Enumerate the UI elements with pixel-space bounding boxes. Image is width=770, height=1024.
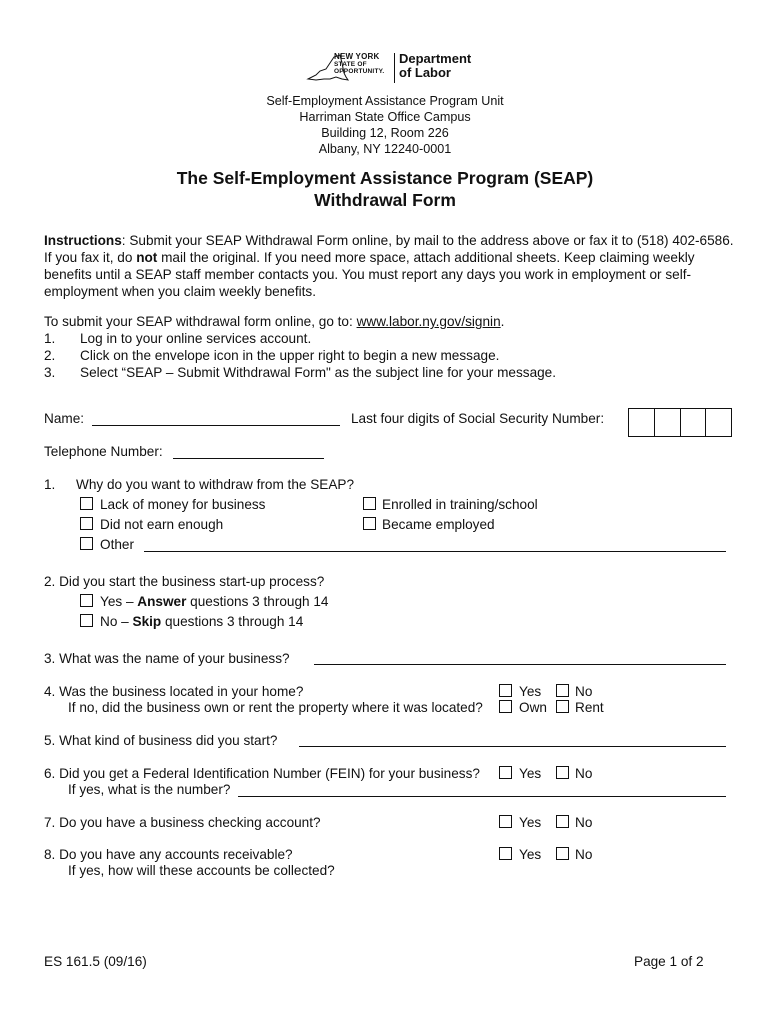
phone-label: Telephone Number:: [44, 444, 163, 459]
q4-followup-text: If no, did the business own or rent the property where it was located?: [68, 700, 483, 715]
q4-own-checkbox[interactable]: [499, 700, 512, 713]
q6-yes-checkbox[interactable]: [499, 766, 512, 779]
q1-text: Why do you want to withdraw from the SEAP?: [76, 477, 355, 492]
q2-no-checkbox[interactable]: [80, 614, 93, 627]
instructions-paragraph: [44, 232, 734, 300]
step-text: Log in to your online services account.: [80, 331, 312, 346]
logo-ny-line1: NEW YORK: [334, 52, 380, 61]
q2-no-rest: questions 3 through 14: [161, 614, 304, 629]
instructions-text-b: mail the original. If you need more space, attach additional sheets. Keep claiming weekly benefits until a SEAP staff member contacts you. You must report any days you work in employment or self-employment when you claim weekly benefits.: [44, 250, 695, 299]
address-line: Building 12, Room 226: [321, 126, 449, 140]
logo-ny-line2: STATE OF: [334, 60, 367, 68]
q8-text: 8. Do you have any accounts receivable?: [44, 847, 293, 862]
online-intro: [44, 313, 734, 330]
nys-dol-logo: [306, 49, 476, 89]
q2-no-label: [100, 613, 303, 630]
q1-enrolled-training-checkbox[interactable]: [363, 497, 376, 510]
q6-no-label: No: [575, 766, 593, 781]
q7-no-label: No: [575, 815, 593, 830]
q4-text: 4. Was the business located in your home?: [44, 684, 304, 699]
q8-yes-label: Yes: [519, 847, 542, 862]
step-text: Select “SEAP – Submit Withdrawal Form" as the subject line for your message.: [80, 365, 557, 380]
q4-rent-checkbox[interactable]: [556, 700, 569, 713]
logo-ny-text: [334, 53, 384, 76]
ssn-last-four-boxes[interactable]: [628, 408, 732, 437]
q1-enrolled-training-label: Enrolled in training/school: [382, 497, 538, 512]
ssn-digit-box[interactable]: [681, 409, 707, 436]
q1-did-not-earn-label: Did not earn enough: [100, 517, 224, 532]
q6-fein-field[interactable]: [238, 796, 726, 797]
q5-text: 5. What kind of business did you start?: [44, 733, 278, 748]
q2-text: 2. Did you start the business start-up process?: [44, 574, 325, 589]
step-number: 2.: [44, 348, 56, 363]
q3-business-name-field[interactable]: [314, 664, 726, 665]
q1-other-field[interactable]: [144, 551, 726, 552]
q4-yes-label: Yes: [519, 684, 542, 699]
q3-text: 3. What was the name of your business?: [44, 651, 290, 666]
q4-rent-label: Rent: [575, 700, 604, 715]
q6-no-checkbox[interactable]: [556, 766, 569, 779]
name-label: Name:: [44, 411, 85, 426]
online-intro-text: To submit your SEAP withdrawal form online, go to:: [44, 314, 357, 329]
address-line: Albany, NY 12240-0001: [318, 142, 452, 156]
logo-dept-text: [399, 52, 471, 80]
logo-dept-line1: Department: [399, 51, 472, 66]
q1-did-not-earn-checkbox[interactable]: [80, 517, 93, 530]
step-text: Click on the envelope icon in the upper right to begin a new message.: [80, 348, 500, 363]
logo-dept-line2: of Labor: [399, 65, 451, 80]
logo-divider: [394, 53, 395, 83]
q2-yes-text: Yes –: [100, 594, 138, 609]
step-number: 1.: [44, 331, 56, 346]
q2-no-bold: Skip: [132, 614, 162, 629]
q7-no-checkbox[interactable]: [556, 815, 569, 828]
q8-yes-checkbox[interactable]: [499, 847, 512, 860]
q8-no-label: No: [575, 847, 593, 862]
address-line: Harriman State Office Campus: [299, 110, 471, 124]
q7-text: 7. Do you have a business checking account?: [44, 815, 321, 830]
step-number: 3.: [44, 365, 56, 380]
q8-no-checkbox[interactable]: [556, 847, 569, 860]
q2-yes-bold: Answer: [137, 594, 187, 609]
q1-became-employed-checkbox[interactable]: [363, 517, 376, 530]
q2-yes-checkbox[interactable]: [80, 594, 93, 607]
online-period: .: [500, 314, 505, 329]
q1-lack-of-money-checkbox[interactable]: [80, 497, 93, 510]
q1-lack-of-money-label: Lack of money for business: [100, 497, 266, 512]
q2-no-text: No –: [100, 614, 133, 629]
q2-yes-label: [100, 593, 329, 610]
form-title: [0, 167, 770, 211]
ssn-digit-box[interactable]: [706, 409, 731, 436]
address-line: Self-Employment Assistance Program Unit: [266, 94, 504, 108]
ssn-label: Last four digits of Social Security Number:: [351, 411, 605, 426]
logo-ny-line3: OPPORTUNITY.: [334, 68, 385, 75]
q7-yes-checkbox[interactable]: [499, 815, 512, 828]
form-title-line1: The Self-Employment Assistance Program (SEAP): [176, 168, 594, 188]
instructions-label: Instructions: [44, 233, 122, 248]
q6-yes-label: Yes: [519, 766, 542, 781]
q4-no-checkbox[interactable]: [556, 684, 569, 697]
phone-field[interactable]: [173, 458, 324, 459]
q5-business-kind-field[interactable]: [299, 746, 726, 747]
q2-yes-rest: questions 3 through 14: [186, 594, 329, 609]
q6-text: 6. Did you get a Federal Identification Number (FEIN) for your business?: [44, 766, 480, 781]
q6-followup-text: If yes, what is the number?: [68, 782, 231, 797]
instructions-text-a: : Submit your SEAP Withdrawal Form online, by mail to the address above or fax it to (518) 402-6586. If you fax it, do: [44, 233, 734, 265]
signin-link[interactable]: www.labor.ny.gov/signin: [356, 314, 501, 329]
ssn-digit-box[interactable]: [629, 409, 655, 436]
q7-yes-label: Yes: [519, 815, 542, 830]
mailing-address: [0, 93, 770, 157]
q1-became-employed-label: Became employed: [382, 517, 495, 532]
q4-yes-checkbox[interactable]: [499, 684, 512, 697]
q8-followup-text: If yes, how will these accounts be collected?: [68, 863, 335, 878]
q1-number: 1.: [44, 477, 56, 492]
ssn-digit-box[interactable]: [655, 409, 681, 436]
form-title-line2: Withdrawal Form: [314, 190, 456, 210]
name-field[interactable]: [92, 425, 340, 426]
page-number: Page 1 of 2: [634, 954, 704, 969]
q4-own-label: Own: [519, 700, 547, 715]
form-id: ES 161.5 (09/16): [44, 954, 147, 969]
instructions-bold-not: not: [136, 250, 158, 265]
q4-no-label: No: [575, 684, 593, 699]
q1-other-label: Other: [100, 537, 134, 552]
q1-other-checkbox[interactable]: [80, 537, 93, 550]
